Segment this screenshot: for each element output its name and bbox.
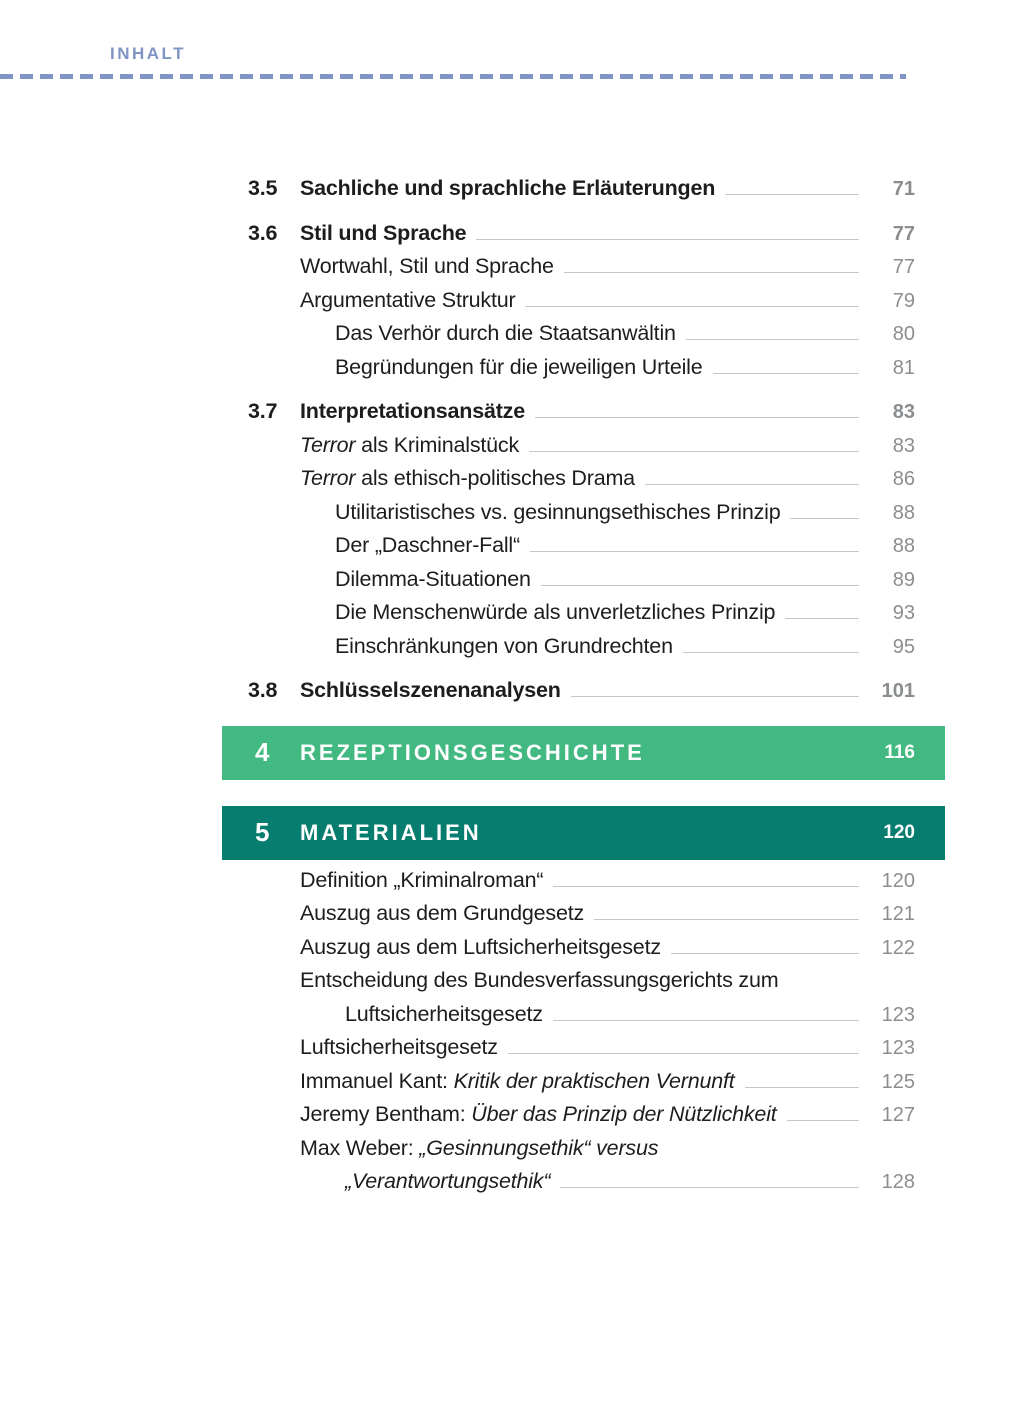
toc-row <box>248 964 915 998</box>
toc-page-number: 127 <box>881 1104 915 1126</box>
chapter-page-number: 120 <box>883 821 915 843</box>
toc-leader-line <box>571 696 859 697</box>
chapter-banner-5 <box>222 806 945 860</box>
toc-page-number: 77 <box>892 256 915 278</box>
toc-page-number: 71 <box>892 178 915 200</box>
toc-row <box>248 429 915 463</box>
toc-leader-line <box>785 618 859 619</box>
toc-row <box>248 897 915 931</box>
toc-page-number: 93 <box>892 602 915 624</box>
toc-page-number: 88 <box>892 501 915 524</box>
toc-row <box>248 674 915 708</box>
toc-entry-title: Immanuel Kant: Kritik der praktischen Vernunft <box>300 1068 735 1093</box>
toc-row <box>248 864 915 898</box>
toc-entry-number: 3.7 <box>248 399 278 423</box>
toc-page-number: 89 <box>892 568 915 591</box>
toc-entry-title: Terror als ethisch-politisches Drama <box>300 466 635 490</box>
toc-row <box>248 1065 915 1099</box>
chapter-banner-4 <box>222 726 945 780</box>
toc-entry-title: Sachliche und sprachliche Erläuterungen <box>300 176 716 200</box>
chapter-title: REZEPTIONSGESCHICHTE <box>300 739 645 765</box>
toc-row <box>248 998 915 1032</box>
toc-entry-title: Luftsicherheitsgesetz <box>300 1035 498 1059</box>
toc-row <box>248 172 915 206</box>
toc-entry-title: Begründungen für die jeweiligen Urteile <box>335 354 703 379</box>
toc-row <box>248 630 915 664</box>
toc-page-number: 88 <box>892 535 915 557</box>
toc-entry-title: Auszug aus dem Grundgesetz <box>300 901 585 925</box>
toc-row <box>248 317 915 351</box>
toc-page-number: 77 <box>892 222 915 245</box>
toc-row <box>248 462 915 496</box>
chapter-page-number: 116 <box>884 741 915 763</box>
toc-entry-title: Der „Daschner-Fall“ <box>335 533 520 557</box>
toc-leader-line <box>790 518 859 519</box>
toc-leader-line <box>560 1187 859 1188</box>
toc-row <box>248 395 915 429</box>
toc-page-number: 125 <box>881 1070 915 1093</box>
toc-row <box>248 284 915 318</box>
toc-leader-line <box>686 339 859 340</box>
toc-row <box>248 250 915 284</box>
toc-row <box>248 563 915 597</box>
toc-entry-title: Stil und Sprache <box>300 220 467 245</box>
toc-page-number: 83 <box>892 401 915 423</box>
toc-leader-line <box>508 1053 859 1054</box>
toc-leader-line <box>725 194 859 195</box>
toc-entry-title: Definition „Kriminalroman“ <box>300 867 544 892</box>
toc-leader-line <box>541 585 859 586</box>
toc-leader-line <box>745 1087 859 1088</box>
toc-leader-line <box>476 239 859 240</box>
toc-row <box>248 1132 915 1166</box>
toc-list-materials <box>248 864 915 1199</box>
toc-entry-number: 3.6 <box>248 220 278 245</box>
chapter-number: 5 <box>255 817 270 847</box>
toc-entry-title: Wortwahl, Stil und Sprache <box>300 254 554 278</box>
toc-entry-title: Terror als Kriminalstück <box>300 432 520 457</box>
chapter-number: 4 <box>255 737 270 767</box>
toc-entry-title: Argumentative Struktur <box>300 287 516 312</box>
toc-page-number: 121 <box>881 903 915 925</box>
toc-leader-line <box>564 272 859 273</box>
chapter-title: MATERIALIEN <box>300 819 482 845</box>
toc-page-number: 123 <box>881 1003 915 1026</box>
toc-leader-line <box>671 953 859 954</box>
toc-entry-number: 3.5 <box>248 176 278 200</box>
toc-entry-title: Schlüsselszenenanalysen <box>300 678 561 702</box>
toc-entry-title: Das Verhör durch die Staatsanwältin <box>335 321 676 345</box>
toc-page-number: 81 <box>892 356 915 379</box>
toc-leader-line <box>713 373 860 374</box>
toc-entry-title: Jeremy Bentham: Über das Prinzip der Nützlichkeit <box>300 1102 777 1126</box>
toc-row <box>248 596 915 630</box>
toc-list-top <box>248 172 915 708</box>
toc-entry-title: Auszug aus dem Luftsicherheitsgesetz <box>300 934 661 959</box>
toc-page-number: 101 <box>881 680 915 702</box>
toc-page-number: 123 <box>881 1037 915 1059</box>
table-of-contents <box>248 172 915 1199</box>
page-title: INHALT <box>110 44 187 63</box>
toc-row <box>248 217 915 251</box>
toc-entry-title: Einschränkungen von Grundrechten <box>335 633 673 658</box>
toc-page-number: 80 <box>892 323 915 345</box>
toc-entry-title: Utilitaristisches vs. gesinnungsethisches Prinzip <box>335 499 781 524</box>
toc-leader-line <box>787 1120 859 1121</box>
toc-page-number: 122 <box>881 936 915 959</box>
toc-row <box>248 1165 915 1199</box>
toc-leader-line <box>553 886 859 887</box>
toc-leader-line <box>683 652 859 653</box>
toc-row <box>248 1031 915 1065</box>
toc-page-number: 83 <box>892 434 915 457</box>
toc-row <box>248 496 915 530</box>
toc-entry-title: Luftsicherheitsgesetz <box>345 1001 543 1026</box>
toc-leader-line <box>535 417 859 418</box>
toc-leader-line <box>529 451 859 452</box>
toc-entry-title: Die Menschenwürde als unverletzliches Prinzip <box>335 600 776 624</box>
toc-page-number: 128 <box>881 1171 915 1193</box>
dashed-divider <box>0 74 906 79</box>
toc-page-number: 120 <box>881 869 915 892</box>
toc-entry-title: Max Weber: „Gesinnungsethik“ versus <box>300 1135 659 1160</box>
toc-page-number: 86 <box>892 468 915 490</box>
toc-row <box>248 931 915 965</box>
toc-leader-line <box>594 919 859 920</box>
toc-entry-title: Entscheidung des Bundesverfassungsgerichts zum <box>300 968 779 992</box>
toc-page-number: 79 <box>892 289 915 312</box>
toc-entry-title: Dilemma-Situationen <box>335 566 531 591</box>
toc-entry-number: 3.8 <box>248 678 278 702</box>
toc-row <box>248 529 915 563</box>
toc-page-number: 95 <box>892 635 915 658</box>
toc-leader-line <box>525 306 859 307</box>
toc-leader-line <box>553 1020 859 1021</box>
toc-leader-line <box>530 551 859 552</box>
toc-leader-line <box>645 484 859 485</box>
toc-row <box>248 351 915 385</box>
toc-entry-title: „Verantwortungsethik“ <box>345 1169 551 1193</box>
toc-entry-title: Interpretationsansätze <box>300 399 525 423</box>
toc-row <box>248 1098 915 1132</box>
